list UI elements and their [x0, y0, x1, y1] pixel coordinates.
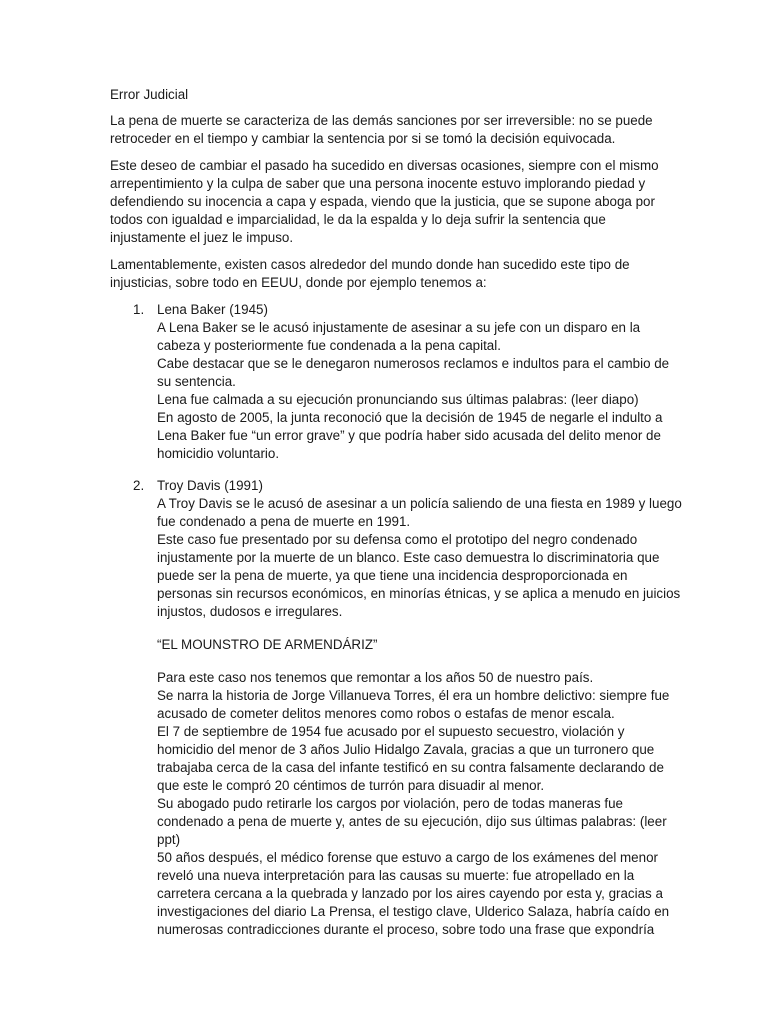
text-line: Se narra la historia de Jorge Villanueva Torres, él era un hombre delictivo: siempre fue — [157, 688, 670, 703]
text-line: reveló una nueva interpretación para las causas su muerte: fue atropellado en la — [157, 868, 635, 883]
case-2-number: 2. — [133, 478, 145, 493]
intro-paragraph-3 — [110, 256, 655, 292]
text-line: retroceder en el tiempo y cambiar la sentencia por si se tomó la decisión equivocada. — [110, 131, 616, 146]
text-line: Lamentablemente, existen casos alrededor del mundo donde han sucedido este tipo de — [110, 257, 630, 272]
text-line: puede ser la pena de muerte, ya que tiene una incidencia desproporcionada en — [157, 568, 628, 583]
text-line: fue condenado a pena de muerte en 1991. — [157, 514, 411, 529]
text-line: condenado a pena de muerte y, antes de su ejecución, dijo sus últimas palabras: (leer — [157, 814, 667, 829]
case-1-number: 1. — [133, 302, 145, 317]
text-line: injustamente el juez le impuso. — [110, 230, 294, 245]
text-line: Cabe destacar que se le denegaron numerosos reclamos e indultos para el cambio de — [157, 356, 670, 371]
text-line: Para este caso nos tenemos que remontar a los años 50 de nuestro país. — [157, 670, 594, 685]
text-line: que este le compró 20 céntimos de turrón para disuadir al menor. — [157, 778, 545, 793]
text-line: injustamente por la muerte de un blanco. Este caso demuestra lo discriminatoria que — [157, 550, 660, 565]
text-line: su sentencia. — [157, 374, 236, 389]
document-title: Error Judicial — [110, 87, 189, 102]
text-line: todos con igualdad e imparcialidad, le da la espalda y lo deja sufrir la sentencia que — [110, 212, 606, 227]
text-line: injusticias, sobre todo en EEUU, donde por ejemplo tenemos a: — [110, 275, 487, 290]
text-line: personas sin recursos económicos, en minorías étnicas, y se aplica a menudo en juicios — [157, 586, 681, 601]
text-line: A Troy Davis se le acusó de asesinar a un policía saliendo de una fiesta en 1989 y luego — [157, 496, 682, 511]
text-line: ppt) — [157, 832, 181, 847]
text-line: defendiendo su inocencia a capa y espada, viendo que la justicia, que se supone aboga por — [110, 194, 655, 209]
text-line: acusado de cometer delitos menores como robos o estafas de menor escala. — [157, 706, 615, 721]
case-3-heading — [157, 636, 677, 654]
text-line: arrepentimiento y la culpa de saber que una persona inocente estuvo implorando piedad y — [110, 176, 646, 191]
text-line: injustos, dudosos e irregulares. — [157, 604, 343, 619]
text-line: carretera cercana a la quebrada y lanzado por los aires cayendo por esta y, gracias a — [157, 886, 663, 901]
text-line: homicidio voluntario. — [157, 446, 280, 461]
text-line: El 7 de septiembre de 1954 fue acusado por el supuesto secuestro, violación y — [157, 724, 625, 739]
text-line: cabeza y posteriormente fue condenada a la pena capital. — [157, 338, 501, 353]
text-line: numerosas contradicciones durante el proceso, sobre todo una frase que expondría — [157, 922, 655, 937]
case-1-lena-baker — [157, 301, 677, 463]
text-line: A Lena Baker se le acusó injustamente de asesinar a su jefe con un disparo en la — [157, 320, 641, 335]
text-line: En agosto de 2005, la junta reconoció que la decisión de 1945 de negarle el indulto a — [157, 410, 663, 425]
text-line: Su abogado pudo retirarle los cargos por violación, pero de todas maneras fue — [157, 796, 623, 811]
text-line: 50 años después, el médico forense que estuvo a cargo de los exámenes del menor — [157, 850, 658, 865]
case-heading: “EL MOUNSTRO DE ARMENDÁRIZ” — [157, 637, 378, 652]
text-line: Lena fue calmada a su ejecución pronunciando sus últimas palabras: (leer diapo) — [157, 392, 639, 407]
intro-paragraph-1 — [110, 112, 655, 148]
case-heading: Troy Davis (1991) — [157, 478, 263, 493]
text-line: Este caso fue presentado por su defensa como el prototipo del negro condenado — [157, 532, 638, 547]
case-heading: Lena Baker (1945) — [157, 302, 268, 317]
intro-paragraph-2 — [110, 157, 659, 247]
text-line: La pena de muerte se caracteriza de las demás sanciones por ser irreversible: no se puede — [110, 113, 653, 128]
text-line: investigaciones del diario La Prensa, el testigo clave, Ulderico Salaza, habría caído en — [157, 904, 670, 919]
text-line: trabajaba cerca de la casa del infante testificó en su contra falsamente declarando de — [157, 760, 664, 775]
text-line: homicidio del menor de 3 años Julio Hidalgo Zavala, gracias a que un turronero que — [157, 742, 655, 757]
text-line: Este deseo de cambiar el pasado ha sucedido en diversas ocasiones, siempre con el mismo — [110, 158, 659, 173]
case-3-armendariz — [157, 669, 677, 939]
text-line: Lena Baker fue “un error grave” y que podría haber sido acusada del delito menor de — [157, 428, 661, 443]
case-2-troy-davis — [157, 477, 682, 621]
